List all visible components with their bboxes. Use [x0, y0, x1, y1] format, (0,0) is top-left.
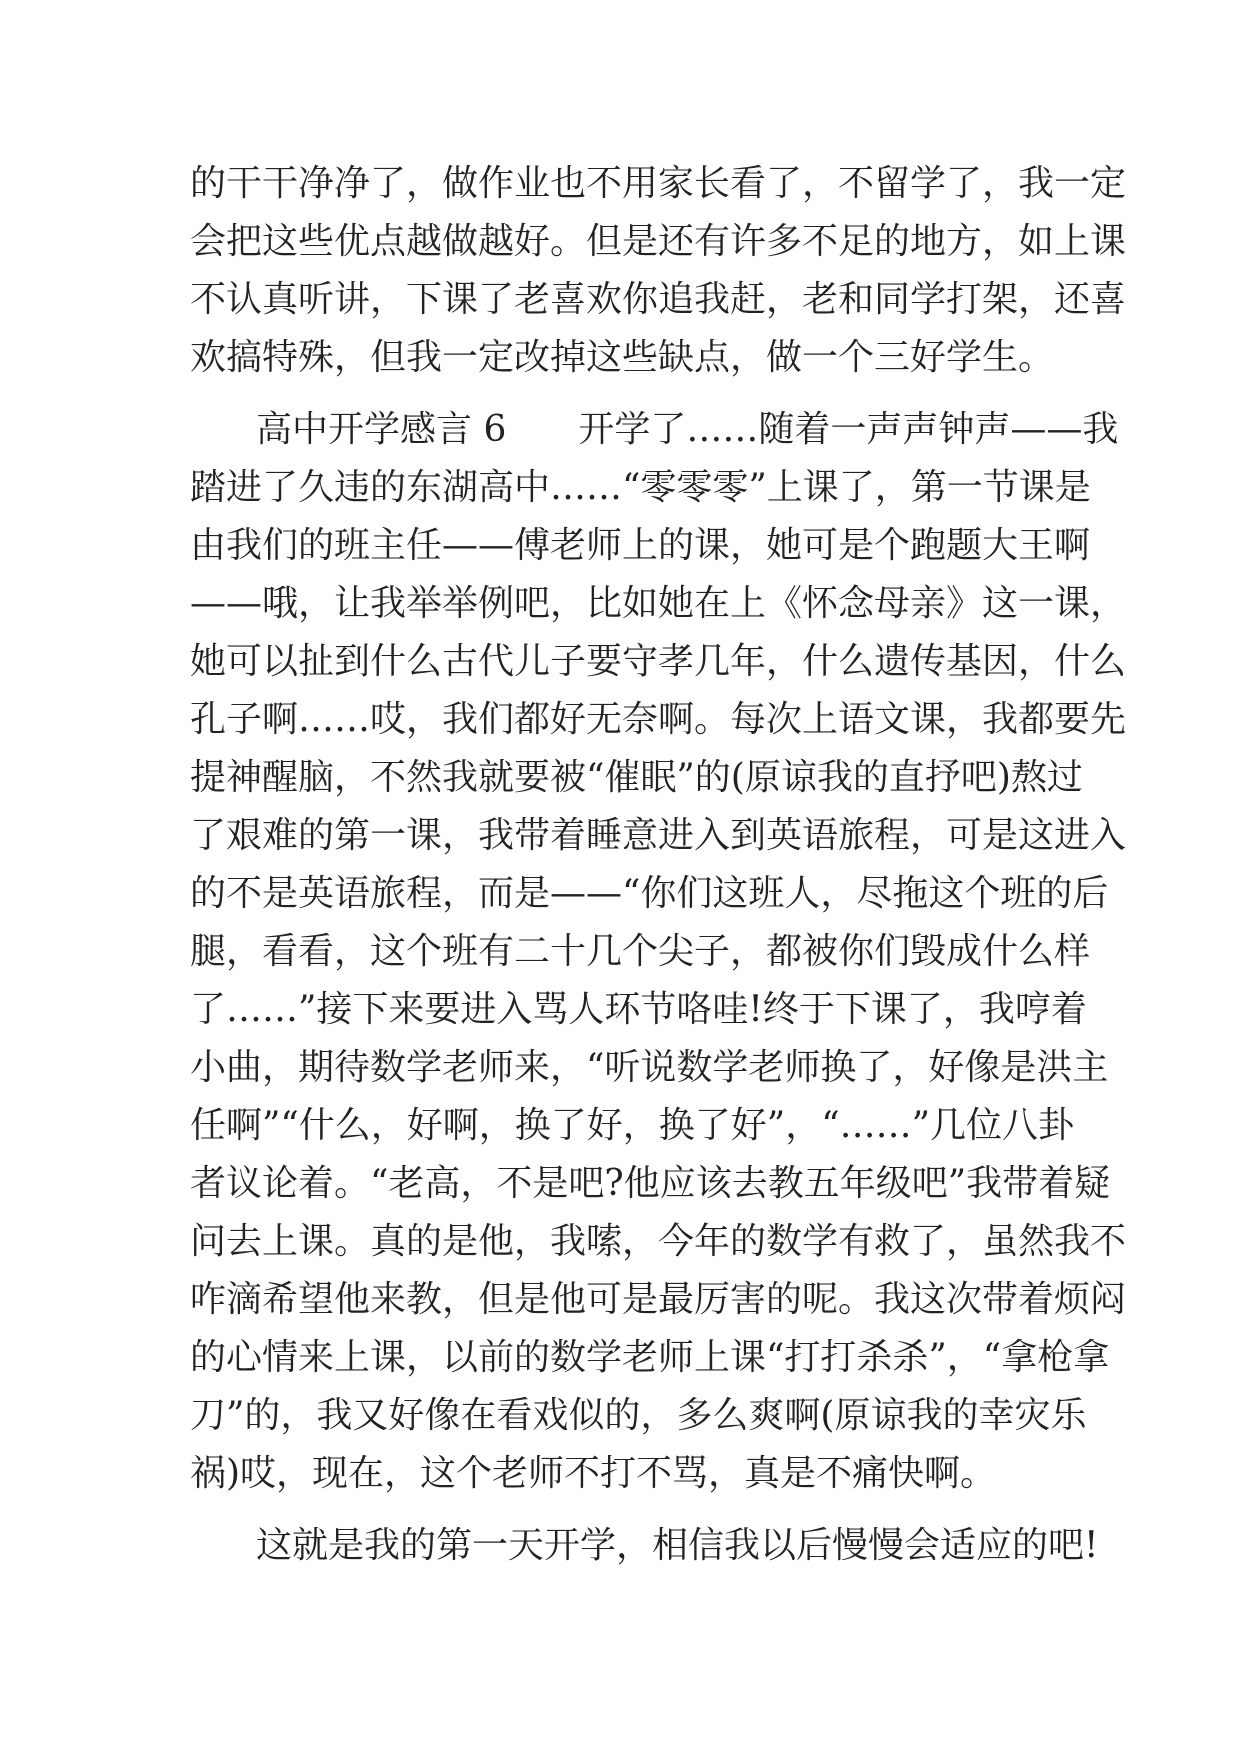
text-line: 小曲，期待数学老师来，“听说数学老师换了，好像是洪主: [190, 1047, 1109, 1088]
text-line: 欢搞特殊，但我一定改掉这些缺点，做一个三好学生。: [190, 337, 1055, 378]
text-line: 的不是英语旅程，而是——“你们这班人，尽拖这个班的后: [190, 873, 1109, 914]
text-line: 的心情来上课，以前的数学老师上课“打打杀杀”，“拿枪拿: [190, 1337, 1110, 1378]
text-line: 高中开学感言 6 开学了……随着一声声钟声——我: [256, 409, 1119, 450]
text-line: 这就是我的第一天开学，相信我以后慢慢会适应的吧!: [256, 1525, 1099, 1566]
text-line: 提神醒脑，不然我就要被“催眠”的(原谅我的直抒吧)熬过: [190, 757, 1083, 798]
text-line: 刀”的，我又好像在看戏似的，多么爽啊(原谅我的幸灾乐: [190, 1395, 1087, 1436]
text-line: 踏进了久违的东湖高中……“零零零”上课了，第一节课是: [190, 467, 1091, 508]
text-line: 问去上课。真的是他，我嗦，今年的数学有救了，虽然我不: [190, 1221, 1127, 1262]
text-line: 的干干净净了，做作业也不用家长看了，不留学了，我一定: [190, 163, 1127, 204]
text-line: 会把这些优点越做越好。但是还有许多不足的地方，如上课: [190, 221, 1127, 262]
text-line: 不认真听讲，下课了老喜欢你追我赶，老和同学打架，还喜: [190, 279, 1127, 320]
text-line: 了……”接下来要进入骂人环节咯哇!终于下课了，我哼着: [190, 989, 1087, 1030]
text-line: 了艰难的第一课，我带着睡意进入到英语旅程，可是这进入: [190, 815, 1127, 856]
paragraph-2: [190, 401, 1127, 1503]
text-line: 者议论着。“老高，不是吧?他应该去教五年级吧”我带着疑: [190, 1163, 1111, 1204]
text-line: 咋滴希望他来教，但是他可是最厉害的呢。我这次带着烦闷: [190, 1279, 1127, 1320]
text-line: 她可以扯到什么古代儿子要守孝几年，什么遗传基因，什么: [190, 641, 1127, 682]
paragraph-3: [190, 1517, 1099, 1575]
body-text: [190, 155, 1127, 1575]
text-line: 腿，看看，这个班有二十几个尖子，都被你们毁成什么样: [190, 931, 1091, 972]
text-line: ——哦，让我举举例吧，比如她在上《怀念母亲》这一课，: [190, 583, 1127, 624]
paragraph-1: [190, 155, 1127, 387]
text-line: 祸)哎，现在，这个老师不打不骂，真是不痛快啊。: [190, 1453, 997, 1494]
text-line: 孔子啊……哎，我们都好无奈啊。每次上语文课，我都要先: [190, 699, 1127, 740]
text-line: 任啊”“什么，好啊，换了好，换了好”，“……”几位八卦: [190, 1105, 1075, 1146]
text-line: 由我们的班主任——傅老师上的课，她可是个跑题大王啊: [190, 525, 1091, 566]
